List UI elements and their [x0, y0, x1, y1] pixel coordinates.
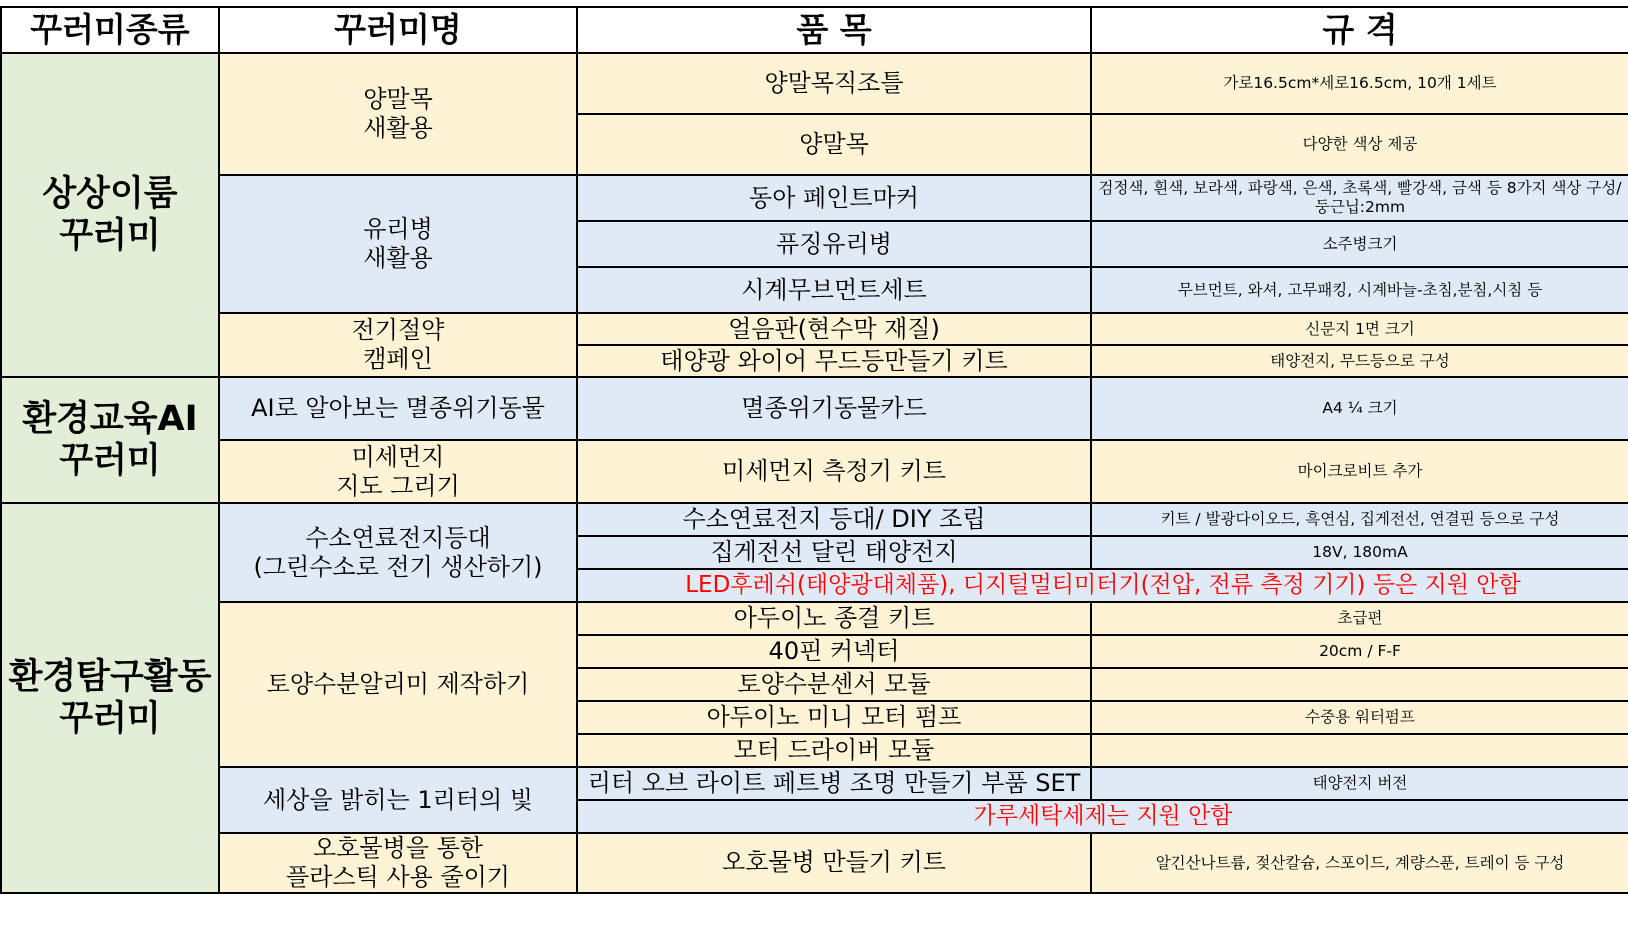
- kit-name-cell: 전기절약 캠페인: [219, 313, 577, 377]
- table-row: [1, 313, 1628, 345]
- item-cell: 아두이노 미니 모터 펌프: [577, 701, 1091, 734]
- item-cell: 오호물병 만들기 키트: [577, 833, 1091, 893]
- spec-cell: [1091, 668, 1628, 701]
- spec-cell: 18V, 180mA: [1091, 536, 1628, 569]
- item-cell: 모터 드라이버 모듈: [577, 734, 1091, 767]
- table-row: [1, 175, 1628, 221]
- category-cell: 상상이룸 꾸러미: [1, 53, 219, 377]
- spec-cell: 알긴산나트륨, 젖산칼슘, 스포이드, 계량스푼, 트레이 등 구성: [1091, 833, 1628, 893]
- header-category: 꾸러미종류: [1, 7, 219, 53]
- table-row: [1, 767, 1628, 800]
- kit-name-cell: 오호물병을 통한 플라스틱 사용 줄이기: [219, 833, 577, 893]
- kit-name-cell: 세상을 밝히는 1리터의 빛: [219, 767, 577, 833]
- table-row: [1, 602, 1628, 635]
- spec-cell: 가로16.5cm*세로16.5cm, 10개 1세트: [1091, 53, 1628, 114]
- item-cell: 퓨징유리병: [577, 221, 1091, 267]
- item-cell: 아두이노 종결 키트: [577, 602, 1091, 635]
- spec-cell: 소주병크기: [1091, 221, 1628, 267]
- header-kit-name: 꾸러미명: [219, 7, 577, 53]
- header-row: [1, 7, 1628, 53]
- table-row: [1, 503, 1628, 536]
- kit-table: [0, 6, 1628, 894]
- item-cell: 리터 오브 라이트 페트병 조명 만들기 부품 SET: [577, 767, 1091, 800]
- category-cell: 환경교육AI 꾸러미: [1, 377, 219, 503]
- kit-name-cell: AI로 알아보는 멸종위기동물: [219, 377, 577, 440]
- kit-name-cell: 양말목 새활용: [219, 53, 577, 175]
- item-cell: 멸종위기동물카드: [577, 377, 1091, 440]
- spec-cell: 20cm / F-F: [1091, 635, 1628, 668]
- spec-cell: 수중용 워터펌프: [1091, 701, 1628, 734]
- table-row: [1, 440, 1628, 503]
- category-cell: 환경탐구활동 꾸러미: [1, 503, 219, 893]
- item-cell: 양말목: [577, 114, 1091, 175]
- header-item: 품 목: [577, 7, 1091, 53]
- kit-name-cell: 유리병 새활용: [219, 175, 577, 313]
- spec-cell: 무브먼트, 와셔, 고무패킹, 시계바늘-초침,분침,시침 등: [1091, 267, 1628, 313]
- spec-cell: 마이크로비트 추가: [1091, 440, 1628, 503]
- notice-not-supported: LED후레쉬(태양광대체품), 디지털멀티미터기(전압, 전류 측정 기기) 등은 지원 안함: [577, 569, 1628, 602]
- spec-cell: 키트 / 발광다이오드, 흑연심, 집게전선, 연결핀 등으로 구성: [1091, 503, 1628, 536]
- table-row: [1, 833, 1628, 893]
- item-cell: 양말목직조틀: [577, 53, 1091, 114]
- spec-cell: 초급편: [1091, 602, 1628, 635]
- header-spec: 규 격: [1091, 7, 1628, 53]
- notice-not-supported: 가루세탁세제는 지원 안함: [577, 800, 1628, 833]
- table-row: [1, 377, 1628, 440]
- item-cell: 집게전선 달린 태양전지: [577, 536, 1091, 569]
- spec-cell: A4 ¼ 크기: [1091, 377, 1628, 440]
- item-cell: 40핀 커넥터: [577, 635, 1091, 668]
- table-row: [1, 53, 1628, 114]
- spec-cell: 다양한 색상 제공: [1091, 114, 1628, 175]
- kit-name-cell: 미세먼지 지도 그리기: [219, 440, 577, 503]
- item-cell: 태양광 와이어 무드등만들기 키트: [577, 345, 1091, 377]
- kit-name-cell: 수소연료전지등대 (그린수소로 전기 생산하기): [219, 503, 577, 602]
- item-cell: 토양수분센서 모듈: [577, 668, 1091, 701]
- item-cell: 미세먼지 측정기 키트: [577, 440, 1091, 503]
- item-cell: 수소연료전지 등대/ DIY 조립: [577, 503, 1091, 536]
- spec-cell: [1091, 734, 1628, 767]
- spec-cell: 검정색, 흰색, 보라색, 파랑색, 은색, 초록색, 빨강색, 금색 등 8가지 색상 구성/ 둥근닙:2mm: [1091, 175, 1628, 221]
- spec-cell: 태양전지, 무드등으로 구성: [1091, 345, 1628, 377]
- item-cell: 시계무브먼트세트: [577, 267, 1091, 313]
- spec-cell: 태양전지 버전: [1091, 767, 1628, 800]
- kit-name-cell: 토양수분알리미 제작하기: [219, 602, 577, 767]
- item-cell: 얼음판(현수막 재질): [577, 313, 1091, 345]
- spec-cell: 신문지 1면 크기: [1091, 313, 1628, 345]
- item-cell: 동아 페인트마커: [577, 175, 1091, 221]
